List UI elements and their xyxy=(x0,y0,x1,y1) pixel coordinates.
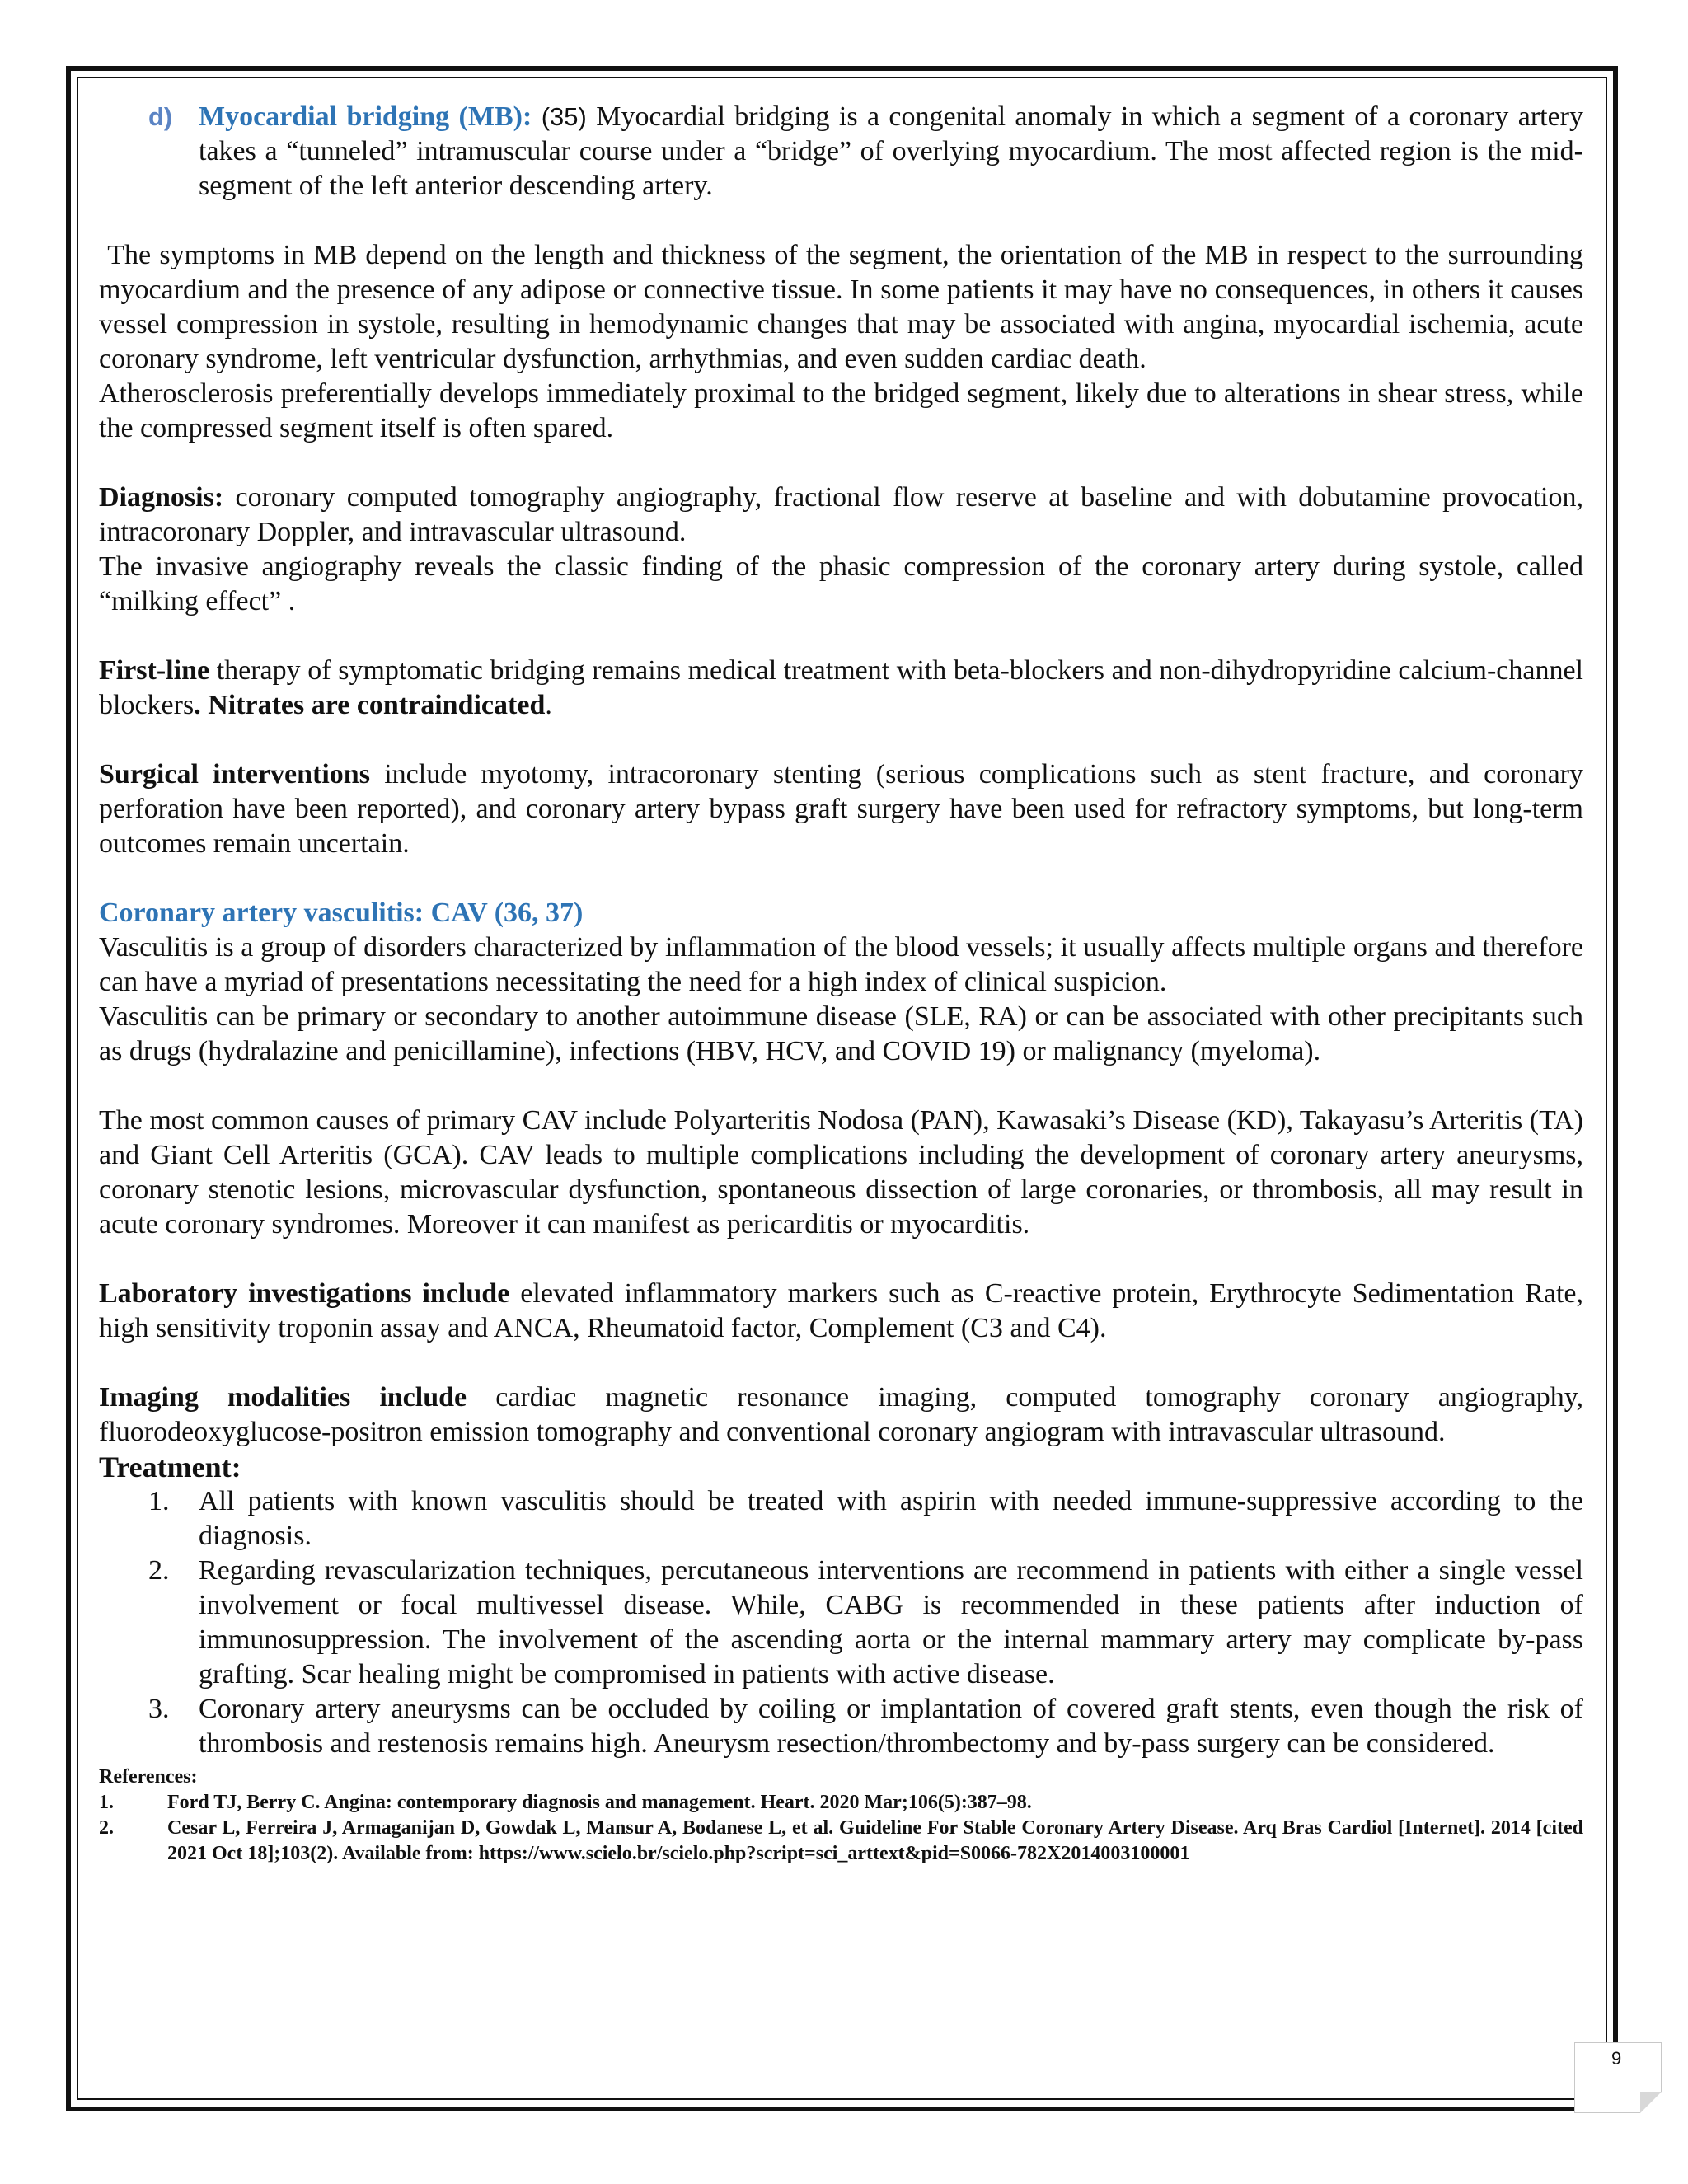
list-item-text: All patients with known vasculitis should be treated with aspirin with needed immune-suppressive according to the diagnosis. xyxy=(199,1486,1583,1551)
imaging-label: Imaging modalities include xyxy=(99,1382,467,1413)
cav-paragraph-3: The most common causes of primary CAV include Polyarteritis Nodosa (PAN), Kawasaki’s Disease (KD), Takayasu’s Arteritis (TA) and Giant Cell Arteritis (GCA). CAV leads to multiple complications including the development of coronary artery aneurysms, coronary stenotic lesions, microvascular dysfunction, spontaneous dissection of large coronaries, or thrombosis, all may result in acute coronary syndromes. Moreover it can manifest as pericarditis or myocarditis. xyxy=(99,1105,1583,1240)
firstline-label: First-line xyxy=(99,655,210,686)
references-title: References: xyxy=(99,1766,198,1788)
reference-number: 2. xyxy=(99,1817,114,1839)
surgical-text: include myotomy, intracoronary stenting (serious complications such as stent fracture, and coronary perforation have been reported), and coronary artery bypass graft surgery have been used for refractory symptoms, but long-term outcomes remain uncertain. xyxy=(99,759,1583,859)
page-number: 9 xyxy=(1611,2048,1622,2069)
reference-item xyxy=(99,1790,1583,1816)
mb-symptoms-paragraph xyxy=(99,238,1583,377)
reference-text: Cesar L, Ferreira J, Armaganijan D, Gowdak L, Mansur A, Bodanese L, et al. Guideline For Stable Coronary Artery Disease. Arq Bras Cardiol [Internet]. 2014 [cited 2021 Oct 18];103(2). Available from: https://www.scielo.br/scielo.php?script=sci_arttext&pid=S0066-782X2014003100001 xyxy=(167,1817,1583,1864)
list-item-number: 1. xyxy=(148,1486,170,1516)
cav-paragraph-1: Vasculitis is a group of disorders characterized by inflammation of the blood vessels; it usually affects multiple organs and therefore can have a myriad of presentations necessitating the need for a high index of clinical suspicion. xyxy=(99,932,1583,997)
reference-number: 1. xyxy=(99,1792,114,1813)
imaging-text: cardiac magnetic resonance imaging, computed tomography coronary angiography, fluorodeoxyglucose-positron emission tomography and conventional coronary angiogram with intravascular ultrasound. xyxy=(99,1382,1583,1447)
lab-text: elevated inflammatory markers such as C-reactive protein, Erythrocyte Sedimentation Rate, high sensitivity troponin assay and ANCA, Rheumatoid factor, Complement (C3 and C4). xyxy=(99,1278,1583,1343)
mb-symptoms-text: The symptoms in MB depend on the length and thickness of the segment, the orientation of the MB in respect to the surrounding myocardium and the presence of any adipose or connective tissue. In some patients it may have no consequences, in others it causes vessel compression in systole, resulting in hemodynamic changes that may be associated with angina, myocardial ischemia, acute coronary syndrome, left ventricular dysfunction, arrhythmias, and even sudden cardiac death. xyxy=(99,240,1583,374)
surgical-label: Surgical interventions xyxy=(99,759,370,790)
list-marker: d) xyxy=(148,102,173,131)
list-item xyxy=(99,1692,1583,1761)
cav-heading: Coronary artery vasculitis: CAV (36, 37) xyxy=(99,898,584,928)
mb-intro-paragraph xyxy=(99,100,1583,204)
lab-label: Laboratory investigations include xyxy=(99,1278,510,1309)
firstline-text: therapy of symptomatic bridging remains medical treatment with beta-blockers and non-dihydropyridine calcium-channel blockers xyxy=(99,655,1583,720)
diagnosis-label: Diagnosis: xyxy=(99,482,224,513)
cav-imaging-paragraph xyxy=(99,1380,1583,1450)
mb-citation: (35) xyxy=(541,102,587,131)
diagnosis-text: coronary computed tomography angiography, fractional flow reserve at baseline and with dobutamine provocation, intracoronary Doppler, and intravascular ultrasound. xyxy=(99,482,1583,547)
mb-surgical-paragraph xyxy=(99,757,1583,861)
treatment-list xyxy=(99,1484,1583,1761)
cav-lab-paragraph xyxy=(99,1277,1583,1346)
mb-heading: Myocardial bridging (MB): xyxy=(199,101,532,132)
reference-text: Ford TJ, Berry C. Angina: contemporary diagnosis and management. Heart. 2020 Mar;106(5):387–98. xyxy=(167,1792,1032,1813)
reference-item xyxy=(99,1816,1583,1867)
list-item-number: 3. xyxy=(148,1694,170,1724)
list-item-text: Coronary artery aneurysms can be occluded by coiling or implantation of covered graft stents, even though the risk of thrombosis and restenosis remains high. Aneurysm resection/thrombectomy and by-pass surgery can be considered. xyxy=(199,1694,1583,1759)
cav-paragraph-2: Vasculitis can be primary or secondary to another autoimmune disease (SLE, RA) or can be associated with other precipitants such as drugs (hydralazine and penicillamine), infections (HBV, HCV, and COVID 19) or malignancy (myeloma). xyxy=(99,1001,1583,1066)
references-section xyxy=(99,1765,1583,1867)
mb-diagnosis-paragraph xyxy=(99,480,1583,550)
mb-intro-text: Myocardial bridging is a congenital anomaly in which a segment of a coronary artery takes a “tunneled” intramuscular course under a “bridge” of overlying myocardium. The most affected region is the mid-segment of the left anterior descending artery. xyxy=(199,101,1584,201)
list-item-number: 2. xyxy=(148,1555,170,1586)
firstline-period: . xyxy=(545,690,552,720)
list-item xyxy=(99,1554,1583,1692)
mb-atherosclerosis-paragraph: Atherosclerosis preferentially develops immediately proximal to the bridged segment, likely due to alterations in shear stress, while the compressed segment itself is often spared. xyxy=(99,378,1583,443)
list-item-text: Regarding revascularization techniques, percutaneous interventions are recommend in patients with either a single vessel involvement or focal multivessel disease. While, CABG is recommended in these patients after induction of immunosuppression. The involvement of the ascending aorta or the internal mammary artery may complicate by-pass grafting. Scar healing might be compromised in patients with active disease. xyxy=(199,1555,1583,1690)
mb-angiography-paragraph: The invasive angiography reveals the classic finding of the phasic compression of the coronary artery during systole, called “milking effect” . xyxy=(99,551,1583,616)
treatment-heading: Treatment: xyxy=(99,1451,241,1483)
folded-corner-icon xyxy=(1640,2092,1662,2113)
nitrates-warning: . Nitrates are contraindicated xyxy=(194,690,546,720)
list-item xyxy=(99,1484,1583,1554)
page-content xyxy=(99,100,1583,1867)
mb-firstline-paragraph xyxy=(99,654,1583,723)
